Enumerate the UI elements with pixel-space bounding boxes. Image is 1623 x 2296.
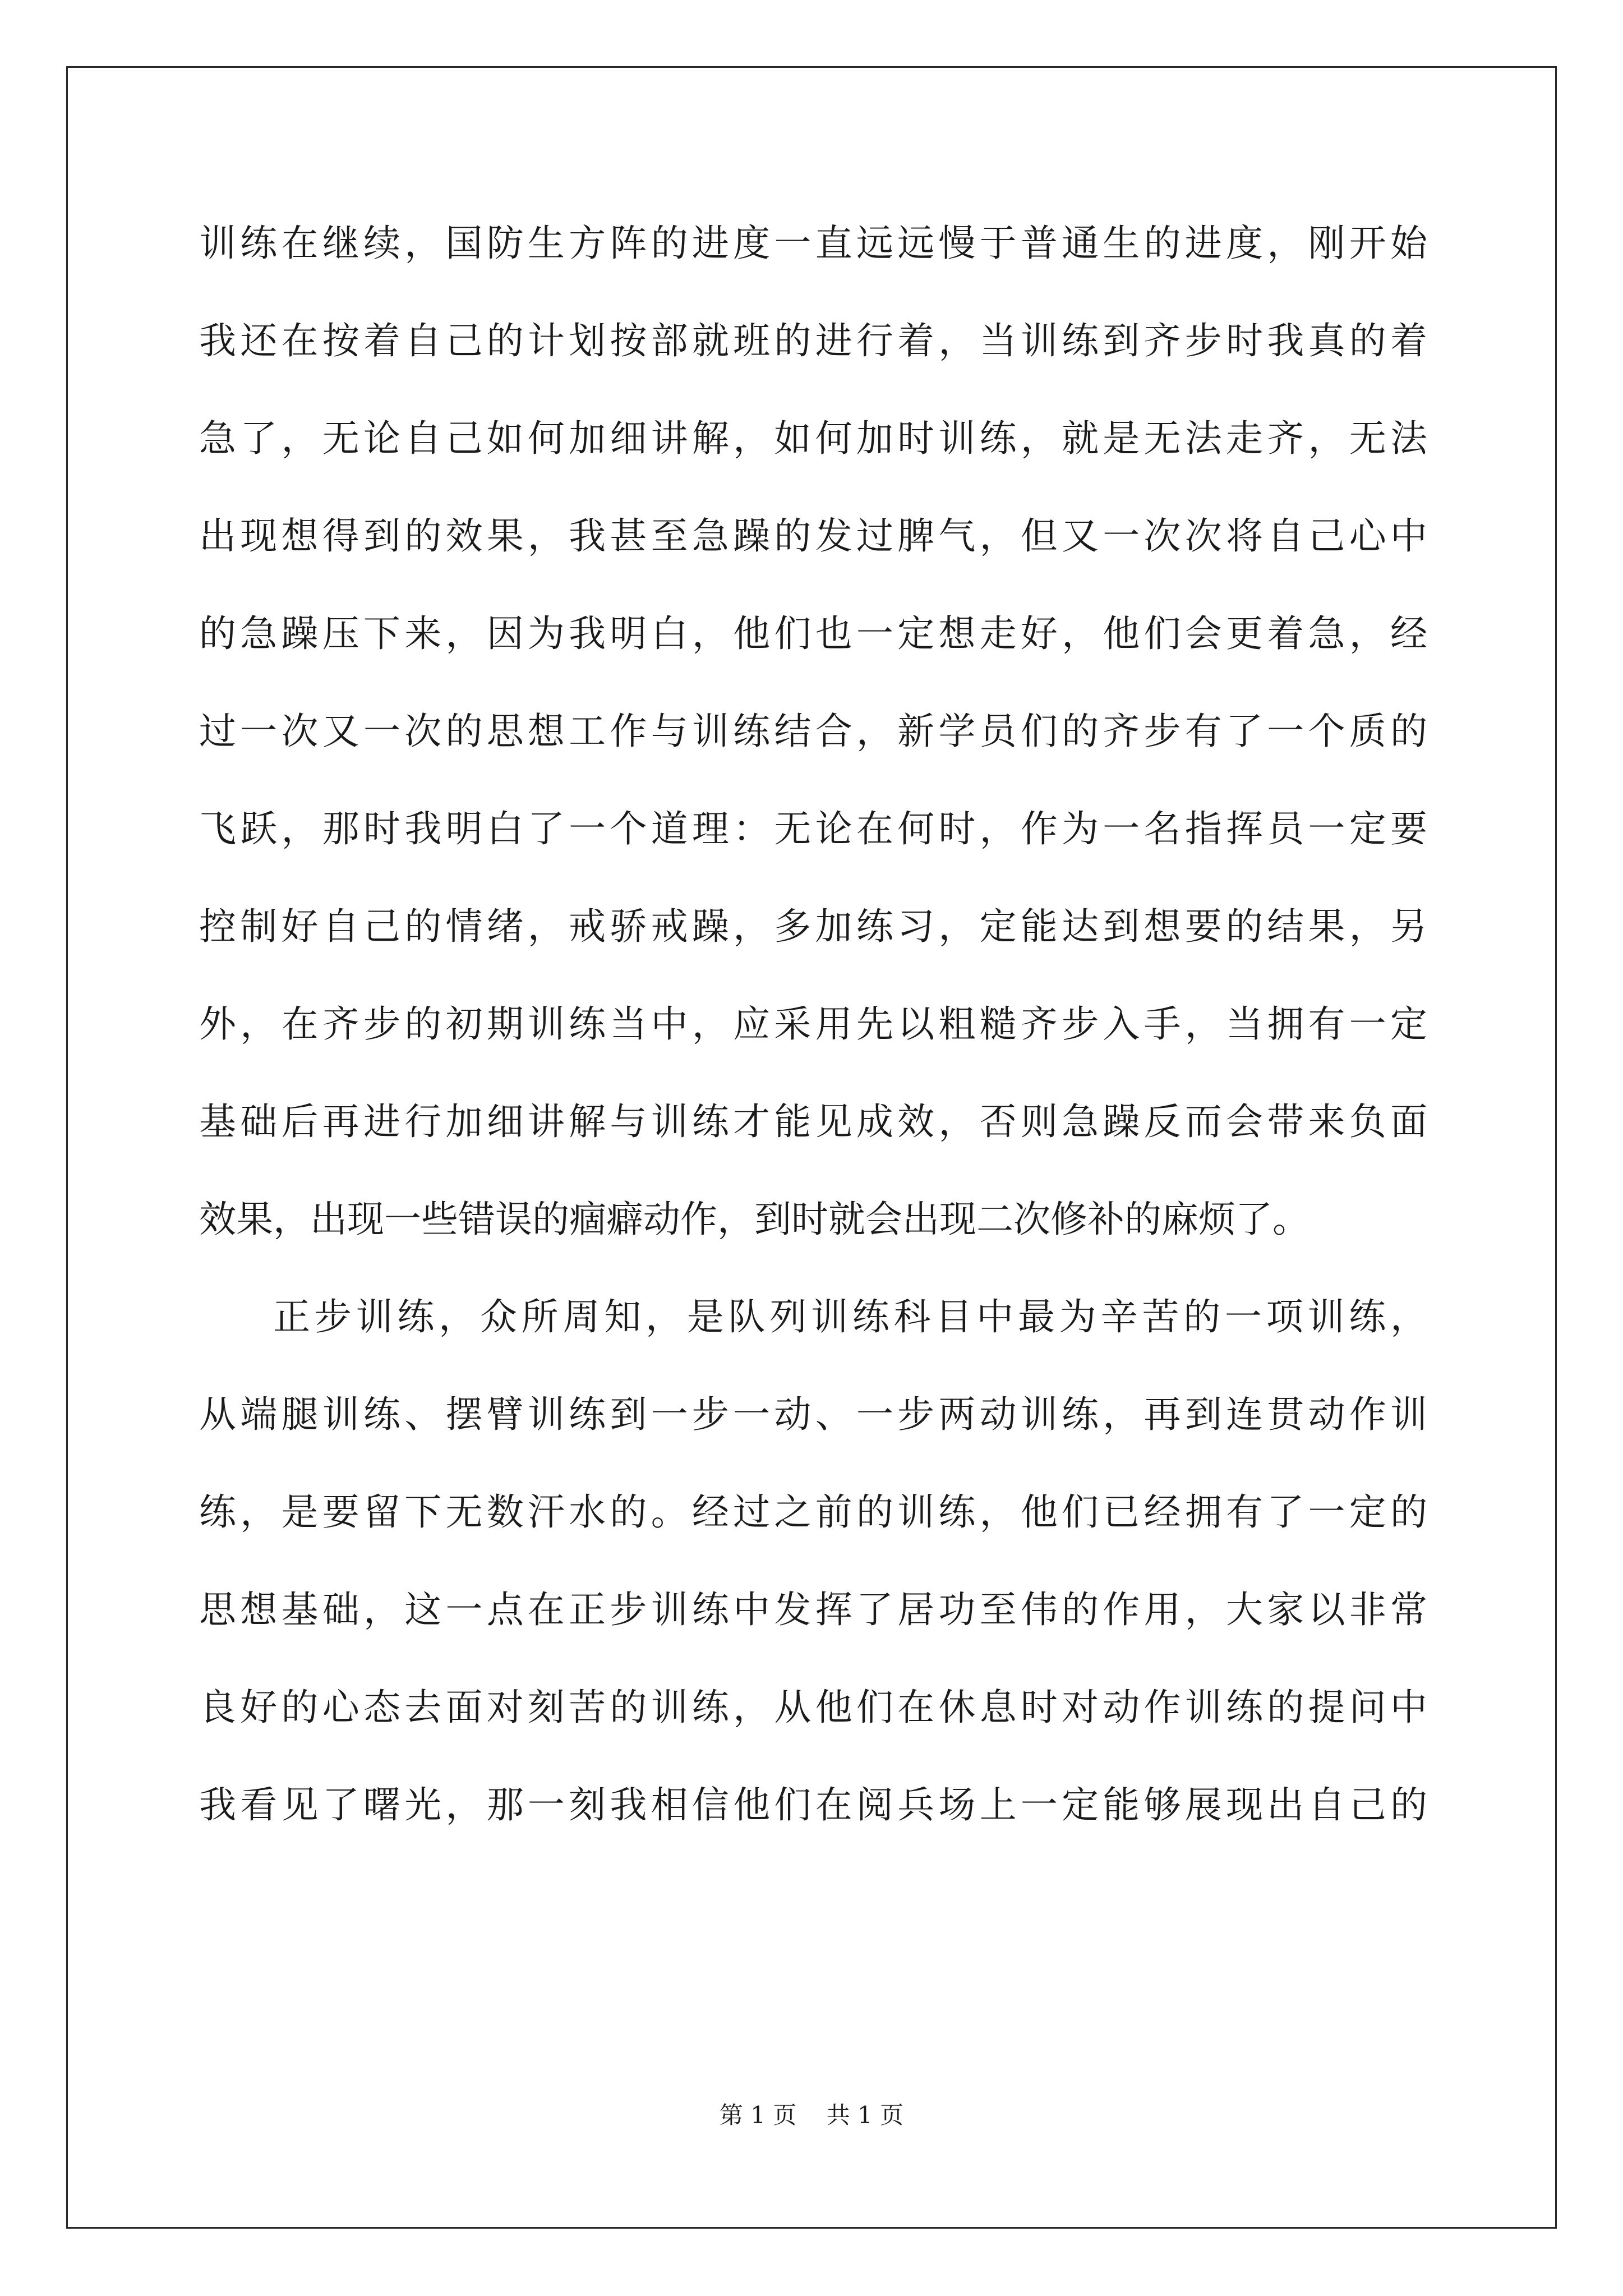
text-line: 的急躁压下来，因为我明白，他们也一定想走好，他们会更着急，经 [199,612,1427,655]
text-line: 效果，出现一些错误的痼癖动作，到时就会出现二次修补的麻烦了。 [199,1198,1310,1241]
text-line: 基础后再进行加细讲解与训练才能见成效，否则急躁反而会带来负面 [199,1100,1427,1143]
text-line: 过一次又一次的思想工作与训练结合，新学员们的齐步有了一个质的 [199,710,1427,753]
text-line: 训练在继续，国防生方阵的进度一直远远慢于普通生的进度，刚开始 [199,222,1427,265]
text-line: 练，是要留下无数汗水的。经过之前的训练，他们已经拥有了一定的 [199,1490,1427,1534]
document-body [199,214,1427,1874]
text-line: 思想基础，这一点在正步训练中发挥了居功至伟的作用，大家以非常 [199,1588,1427,1631]
text-line: 出现想得到的效果，我甚至急躁的发过脾气，但又一次次将自己心中 [199,514,1427,558]
text-line: 外，在齐步的初期训练当中，应采用先以粗糙齐步入手，当拥有一定 [199,1002,1427,1046]
text-line: 良好的心态去面对刻苦的训练，从他们在休息时对动作训练的提问中 [199,1686,1427,1729]
text-line: 我看见了曙光，那一刻我相信他们在阅兵场上一定能够展现出自己的 [199,1783,1427,1826]
text-line: 急了，无论自己如何加细讲解，如何加时训练，就是无法走齐，无法 [199,417,1427,460]
text-line: 从端腿训练、摆臂训练到一步一动、一步两动训练，再到连贯动作训 [199,1393,1427,1436]
text-line: 控制好自己的情绪，戒骄戒躁，多加练习，定能达到想要的结果，另 [199,905,1427,948]
page-number-footer: 第 1 页 共 1 页 [719,2101,904,2129]
text-line: 飞跃，那时我明白了一个道理：无论在何时，作为一名指挥员一定要 [199,807,1427,850]
text-line: 正步训练，众所周知，是队列训练科目中最为辛苦的一项训练， [273,1295,1427,1338]
text-line: 我还在按着自己的计划按部就班的进行着，当训练到齐步时我真的着 [199,319,1427,362]
